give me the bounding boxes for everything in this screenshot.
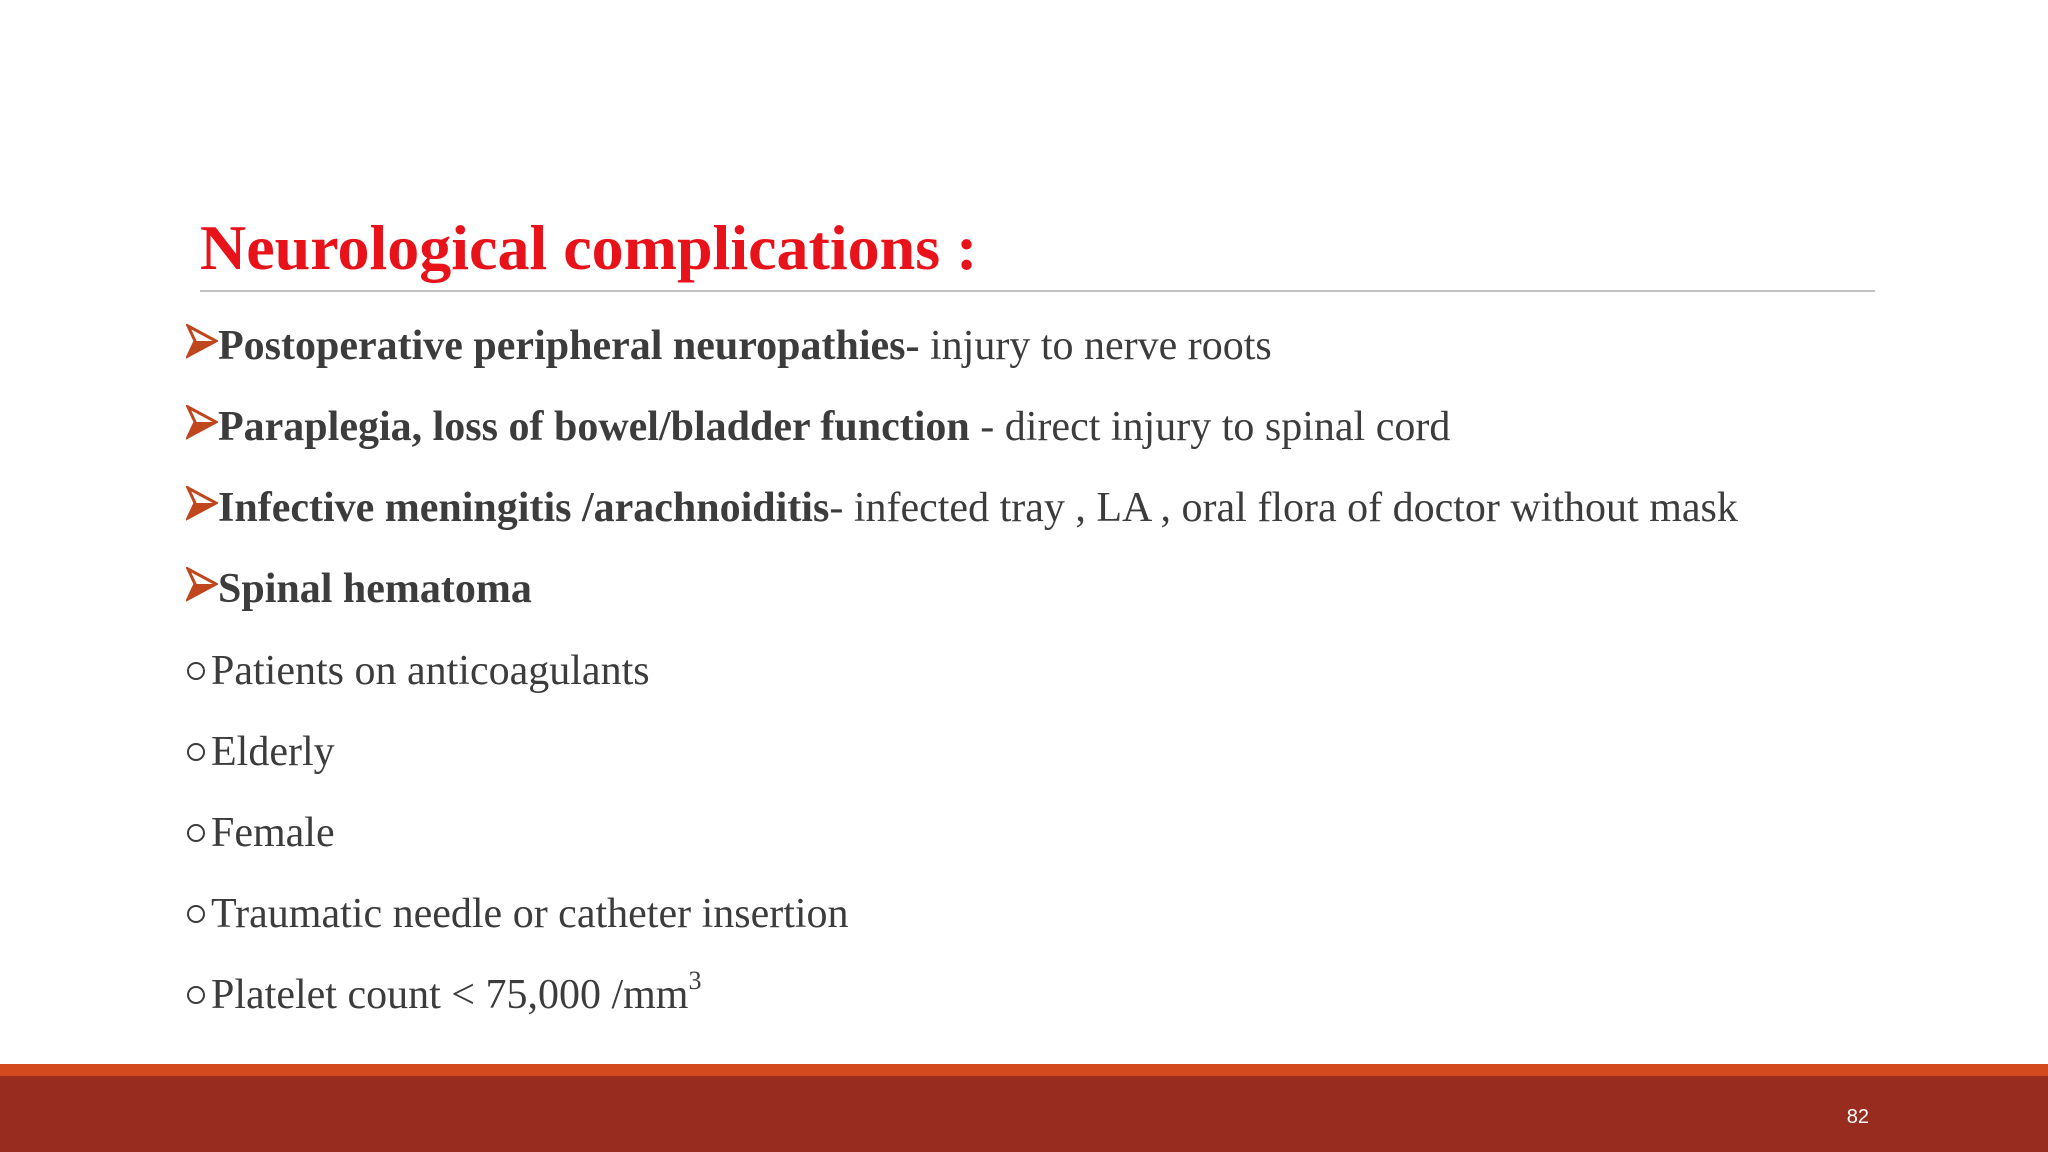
circle-bullet-icon xyxy=(187,824,205,842)
page-number: 82 xyxy=(1846,1106,1869,1128)
bullet-item xyxy=(186,559,532,619)
circle-bullet-icon xyxy=(187,905,205,923)
circle-bullet-icon xyxy=(187,743,205,761)
bullet-item xyxy=(186,397,1450,457)
bullet-bold-text: Paraplegia, loss of bowel/bladder function xyxy=(218,404,970,450)
sub-bullet-text: Female xyxy=(211,810,335,856)
arrow-bullet-icon xyxy=(186,486,218,526)
bullet-bold-text: Postoperative peripheral neuropathies- xyxy=(218,323,920,369)
bullet-bold-text: Infective meningitis /arachnoiditis xyxy=(218,485,830,531)
sub-bullet-item xyxy=(187,965,701,1025)
slide-title: Neurological complications : xyxy=(200,212,978,283)
circle-bullet-icon xyxy=(187,986,205,1004)
bullet-text: - direct injury to spinal cord xyxy=(969,404,1451,450)
sub-bullet-text: Platelet count < 75,000 /mm xyxy=(211,972,689,1018)
bullet-text: injury to nerve roots xyxy=(919,323,1272,369)
title-divider xyxy=(200,290,1875,292)
circle-bullet-icon xyxy=(187,662,205,680)
sub-bullet-text: Elderly xyxy=(211,729,335,775)
bullet-bold-text: Spinal hematoma xyxy=(218,566,532,612)
sub-bullet-item xyxy=(187,722,335,782)
bullet-text: - infected tray , LA , oral flora of doctor without mask xyxy=(829,485,1738,531)
sub-bullet-text: Traumatic needle or catheter insertion xyxy=(211,891,849,937)
footer-bar xyxy=(0,1076,2048,1152)
superscript: 3 xyxy=(688,966,702,995)
sub-bullet-item xyxy=(187,884,849,944)
bullet-item xyxy=(186,478,1738,538)
footer-accent-stripe xyxy=(0,1064,2048,1076)
bullet-item xyxy=(186,316,1272,376)
sub-bullet-item xyxy=(187,641,650,701)
arrow-bullet-icon xyxy=(186,567,218,607)
arrow-bullet-icon xyxy=(186,324,218,364)
sub-bullet-text: Patients on anticoagulants xyxy=(211,648,650,694)
arrow-bullet-icon xyxy=(186,405,218,445)
sub-bullet-item xyxy=(187,803,335,863)
